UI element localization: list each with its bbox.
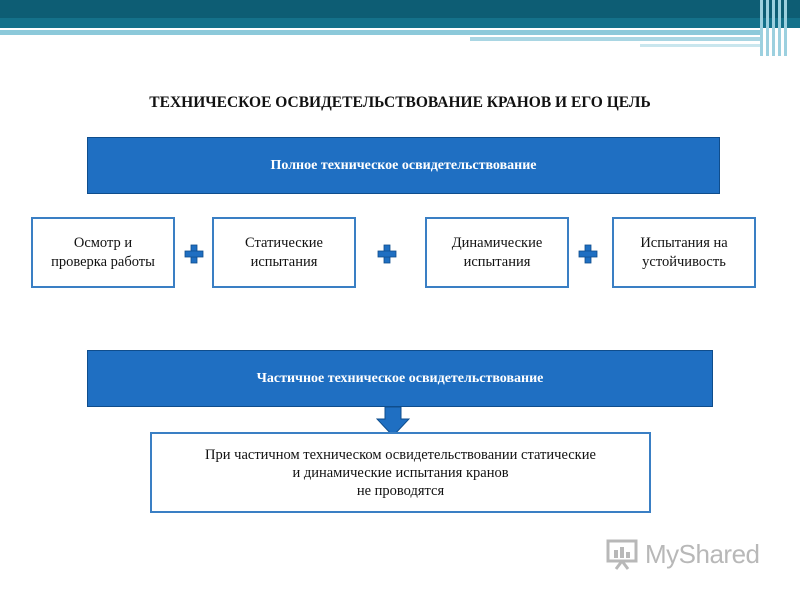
banner-stripes bbox=[760, 0, 800, 56]
note-line: и динамические испытания кранов bbox=[292, 464, 509, 481]
note-line: При частичном техническом освидетельствовании статические bbox=[205, 446, 596, 463]
banner-stripe bbox=[784, 0, 787, 56]
step-box-inspection bbox=[31, 217, 175, 288]
step-box-static-tests bbox=[212, 217, 356, 288]
step-line: проверка работы bbox=[51, 253, 155, 270]
top-banner bbox=[0, 0, 800, 56]
full-inspection-header: Полное техническое освидетельствование bbox=[87, 137, 720, 194]
banner-stripe bbox=[766, 0, 769, 56]
watermark-logo bbox=[605, 536, 765, 572]
banner-stripe bbox=[760, 0, 763, 56]
page-title: ТЕХНИЧЕСКОЕ ОСВИДЕТЕЛЬСТВОВАНИЕ КРАНОВ И ЕГО ЦЕЛЬ bbox=[149, 94, 651, 111]
plus-icon bbox=[578, 244, 598, 264]
banner-stripe bbox=[778, 0, 781, 56]
step-line: испытания bbox=[250, 253, 318, 270]
step-box-stability-tests bbox=[612, 217, 756, 288]
step-line: устойчивость bbox=[642, 253, 726, 270]
banner-line bbox=[0, 30, 760, 35]
step-line: Испытания на bbox=[640, 234, 728, 251]
banner-line bbox=[470, 37, 760, 41]
chart-board-icon bbox=[605, 537, 639, 571]
step-line: Динамические bbox=[451, 234, 543, 251]
plus-icon bbox=[377, 244, 397, 264]
step-line: Осмотр и bbox=[73, 234, 133, 251]
partial-inspection-note bbox=[150, 432, 651, 513]
banner-band-dark bbox=[0, 0, 800, 18]
step-box-dynamic-tests bbox=[425, 217, 569, 288]
banner-line bbox=[640, 44, 760, 47]
partial-inspection-header: Частичное техническое освидетельствование bbox=[87, 350, 713, 407]
step-line: Статические bbox=[245, 234, 323, 251]
plus-icon bbox=[184, 244, 204, 264]
watermark-text: MyShared bbox=[645, 538, 760, 569]
banner-stripe bbox=[772, 0, 775, 56]
note-line: не проводятся bbox=[356, 482, 445, 499]
step-line: испытания bbox=[463, 253, 531, 270]
